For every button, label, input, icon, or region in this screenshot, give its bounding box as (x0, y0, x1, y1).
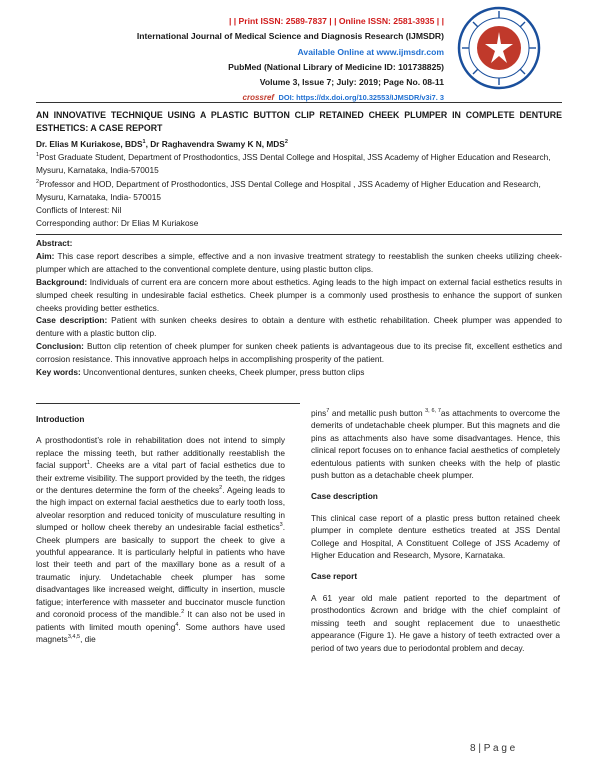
header-divider (36, 102, 562, 103)
abstract-keywords: Key words: Unconventional dentures, sunken cheeks, Cheek plumper, press button clips (36, 367, 365, 378)
abstract-divider-top (36, 234, 562, 235)
author-block (36, 138, 562, 230)
abstract-case: Case description: Patient with sunken cheeks desires to obtain a denture with esthetic rehabilitation. Cheek plumper was appended to denture with a plastic button clip. (36, 315, 562, 339)
introduction-heading: Introduction (36, 414, 85, 424)
doi-link[interactable]: DOI: https://dx.doi.org/10.32553/IJMSDR/v3i7. 3 (278, 93, 444, 103)
conflicts-of-interest: Conflicts of Interest: Nil (36, 205, 122, 216)
right-column (311, 407, 560, 663)
affiliation-2: $^2$Professor and HOD, Department of Prosthodontics, JSS Dental College and Hospital , JSS Academy of Higher Education and Research, Mysuru, Karnataka, India- 570015 (36, 178, 541, 202)
introduction-continued: pins$^7$ and metallic push button $^{3, 6, 7}$as attachments to overcome the demerits of undetachable cheek plumper. But this magnets and die pins as attachments also have some disadvantages. Hence, this clinical report focuses on to enhance facial aesthetics of completely edentulous patients with sunken cheeks with the help of plastic push button as a detachable cheek plumper. (311, 408, 560, 481)
pubmed-line: PubMed (National Library of Medicine ID: 101738825) (228, 61, 444, 72)
affiliation-1: $^1$Post Graduate Student, Department of Prosthodontics, JSS Dental College and Hospital, JSS Academy of Higher Education and Research, Mysuru, Karnataka, India-570015 (36, 152, 551, 176)
case-report-paragraph: A 61 year old male patient reported to the department of prosthodontics &crown and bridge with the chief complaint of missing teeth and sought replacement due to unaesthetic appearance (Figure 1). He gave a history of teeth extracted over a period of two years due to periodontal problem and decay. (311, 592, 560, 653)
volume-line: Volume 3, Issue 7; July: 2019; Page No. 08-11 (259, 77, 444, 88)
abstract (36, 237, 562, 379)
case-description-heading: Case description (311, 491, 378, 502)
online-link[interactable]: Available Online at www.ijmsdr.com (297, 46, 444, 57)
page-number: 8 | P a g e (470, 743, 516, 754)
issn-line: | | Print ISSN: 2589-7837 | | Online ISSN: 2581-3935 | | (228, 16, 444, 26)
journal-seal-logo (457, 6, 541, 90)
abstract-divider-bottom (36, 403, 300, 404)
author-names: Dr. Elias M Kuriakose, BDS$^1$, Dr Raghavendra Swamy K N, MDS$^2$ (36, 139, 288, 149)
case-report-heading: Case report (311, 571, 358, 582)
journal-header (40, 14, 444, 106)
introduction-paragraph: A prosthodontist’s role in rehabilitation does not intend to simply replace the missing teeth, but rather additionally reestablish the facial support$^1$. Cheeks are a vital part of facial esthetics due to their extreme visibility. The support provided by the teeth, the ridges or the dentures determine the form of the cheeks$^2$. Ageing leads to the high impact on external facial aesthetics due to early tooth loss, alveolar resorption and reduced tonicity of musculature resulting in slumped or hollow cheek thereby an undesirable facial esthetics$^3$. Cheek plumpers are basically to support the cheek to give a youthful appearance. It is particularly helpful in patients who have lost their teeth and part of the maxillary bone as a result of a traumatic injury. Undetachable cheek plumper has some disadvantages like increased weight, difficulty in insertion, muscle fatigue; interference with masseter and buccinator muscle function and coronoid process of the mandible.$^2$ It can also not be used in patients with limited mouth opening$^4$. Some authors have used magnets$^{3,4,5}$, die (36, 435, 285, 644)
crossref-logo: crossref (242, 93, 275, 103)
corresponding-author: Corresponding author: Dr Elias M Kuriakose (36, 218, 199, 229)
abstract-heading: Abstract: (36, 238, 73, 248)
case-description-paragraph: This clinical case report of a plastic press button retained cheek plumper in complete denture esthetics treated at JSS Dental College and Hospital, A Constituent College of JSS Academy of Higher Education and Research, Mysore, Karnataka. (311, 512, 560, 561)
journal-name: International Journal of Medical Science and Diagnosis Research (IJMSDR) (136, 31, 444, 42)
abstract-conclusion: Conclusion: Button clip retention of cheek plumper for sunken cheek patients is advantageous due to its precise fit, excellent esthetics and corrosion resistance. This innovative approach helps in accomplishing prosperity of the patient. (36, 341, 562, 365)
doi-line (40, 90, 444, 105)
left-column (36, 413, 285, 654)
abstract-background: Background: Individuals of current era are concern more about esthetics. Aging leads to the high impact on external facial esthetics results in slumped cheek resulting in undesirable facial esthetics. Cheek plumper is a commonly used prosthesis to enhance the support of sunken cheeks providing better esthetics. (36, 276, 562, 313)
article-title: AN INNOVATIVE TECHNIQUE USING A PLASTIC BUTTON CLIP RETAINED CHEEK PLUMPER IN COMPLETE DENTURE ESTHETICS: A CASE REPORT (36, 110, 562, 133)
abstract-aim: Aim: This case report describes a simple, effective and a non invasive treatment strategy to reestablish the sunken cheeks utilizing cheek-plumper which are attached to the conventional complete denture, using plastic button clips. (36, 250, 562, 274)
